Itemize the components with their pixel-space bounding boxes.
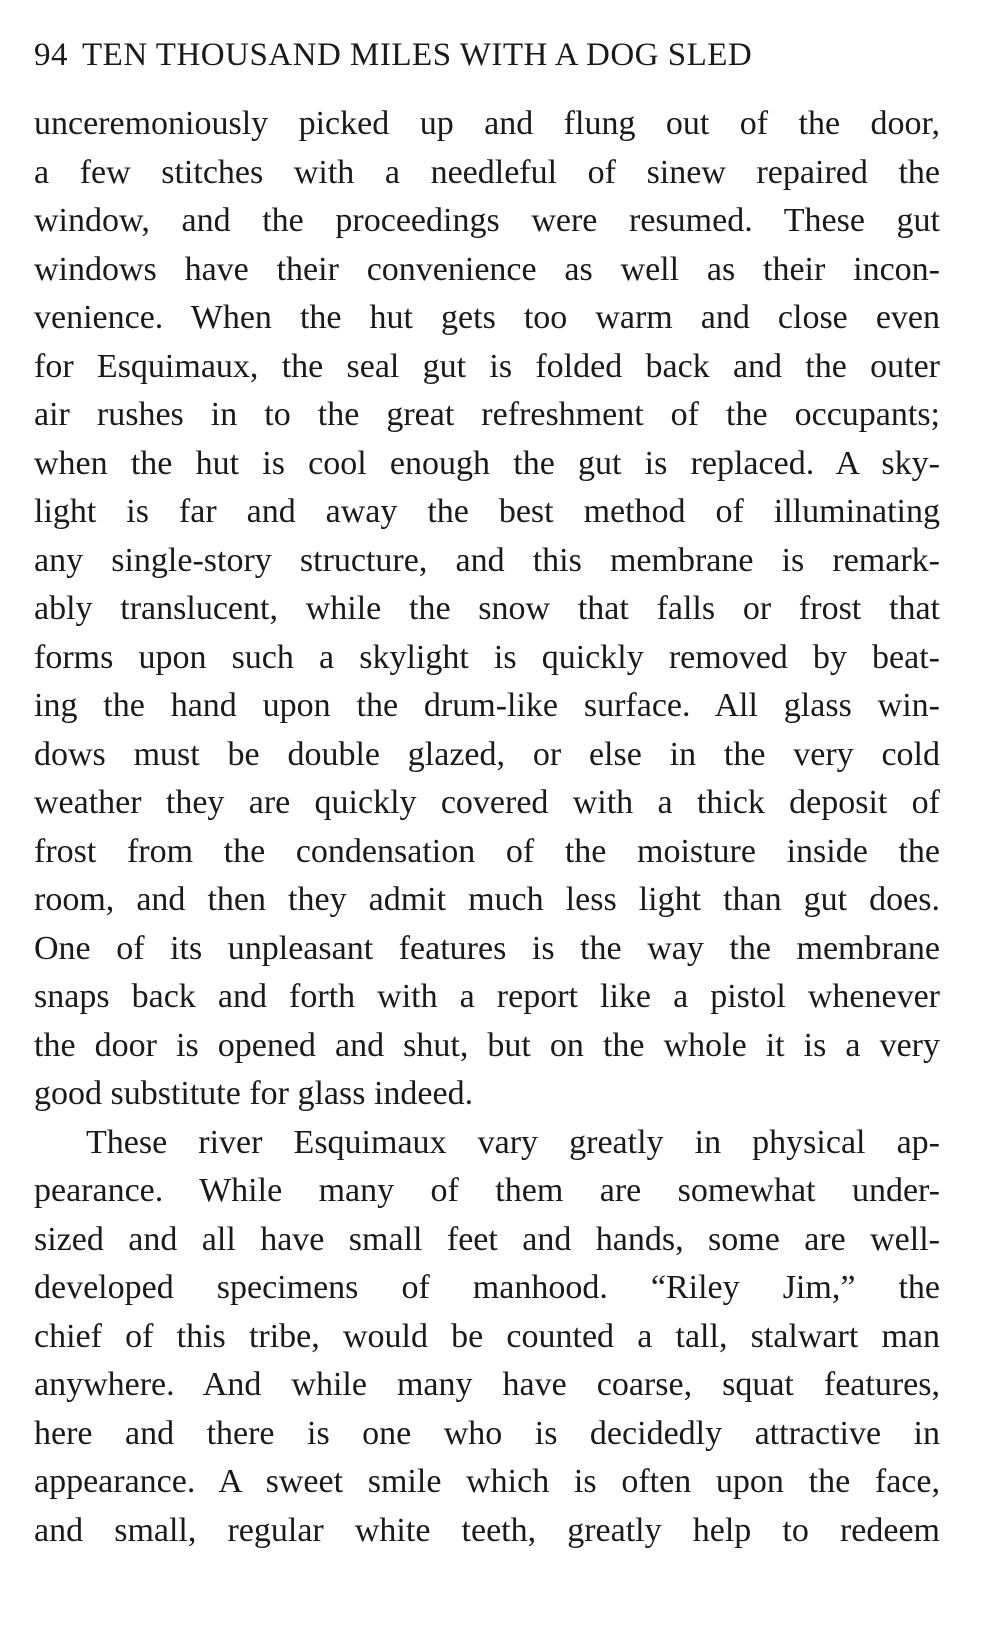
text-line: for Esquimaux, the seal gut is folded back and the outer bbox=[34, 347, 940, 385]
text-line: pearance. While many of them are somewhat under- bbox=[34, 1172, 940, 1209]
text-line: anywhere. And while many have coarse, squat features, bbox=[34, 1366, 940, 1403]
text-line: One of its unpleasant features is the way the membrane bbox=[34, 929, 940, 967]
text-line: windows have their convenience as well as their incon- bbox=[34, 250, 940, 288]
text-line: ably translucent, while the snow that falls or frost that bbox=[34, 590, 940, 627]
text-line: developed specimens of manhood. “Riley Jim,” the bbox=[34, 1269, 940, 1306]
text-line: unceremoniously picked up and flung out of the door, bbox=[34, 105, 940, 142]
text-line: air rushes in to the great refreshment of the occupants; bbox=[34, 396, 940, 433]
text-line: any single-story structure, and this membrane is remark- bbox=[34, 541, 940, 579]
text-line: room, and then they admit much less light than gut does. bbox=[34, 881, 940, 918]
body-text bbox=[34, 100, 940, 1555]
text-line: chief of this tribe, would be counted a tall, stalwart man bbox=[34, 1317, 940, 1355]
text-line: These river Esquimaux vary greatly in physical ap- bbox=[86, 1123, 940, 1161]
text-line: dows must be double glazed, or else in the very cold bbox=[34, 735, 940, 773]
text-line: here and there is one who is decidedly attractive in bbox=[34, 1414, 940, 1452]
text-line: ing the hand upon the drum-like surface. All glass win- bbox=[34, 687, 940, 724]
text-line: weather they are quickly covered with a thick deposit of bbox=[34, 784, 940, 821]
text-line: window, and the proceedings were resumed. These gut bbox=[34, 202, 940, 239]
text-line: frost from the condensation of the moisture inside the bbox=[34, 832, 940, 870]
text-line: the door is opened and shut, but on the whole it is a very bbox=[34, 1026, 940, 1064]
text-line: venience. When the hut gets too warm and close even bbox=[34, 299, 940, 336]
text-line: a few stitches with a needleful of sinew repaired the bbox=[34, 153, 940, 191]
text-line: forms upon such a skylight is quickly removed by beat- bbox=[34, 638, 940, 676]
running-title: TEN THOUSAND MILES WITH A DOG SLED bbox=[82, 37, 753, 73]
page-number: 94 bbox=[34, 37, 68, 73]
running-header bbox=[34, 30, 914, 80]
text-line: when the hut is cool enough the gut is replaced. A sky- bbox=[34, 444, 940, 482]
text-line: appearance. A sweet smile which is often upon the face, bbox=[34, 1463, 940, 1500]
text-line: light is far and away the best method of illuminating bbox=[34, 493, 940, 530]
text-line: sized and all have small feet and hands, some are well- bbox=[34, 1220, 940, 1258]
text-line: good substitute for glass indeed. bbox=[34, 1075, 474, 1112]
text-line: snaps back and forth with a report like a pistol whenever bbox=[34, 978, 940, 1015]
text-line: and small, regular white teeth, greatly help to redeem bbox=[34, 1511, 940, 1549]
